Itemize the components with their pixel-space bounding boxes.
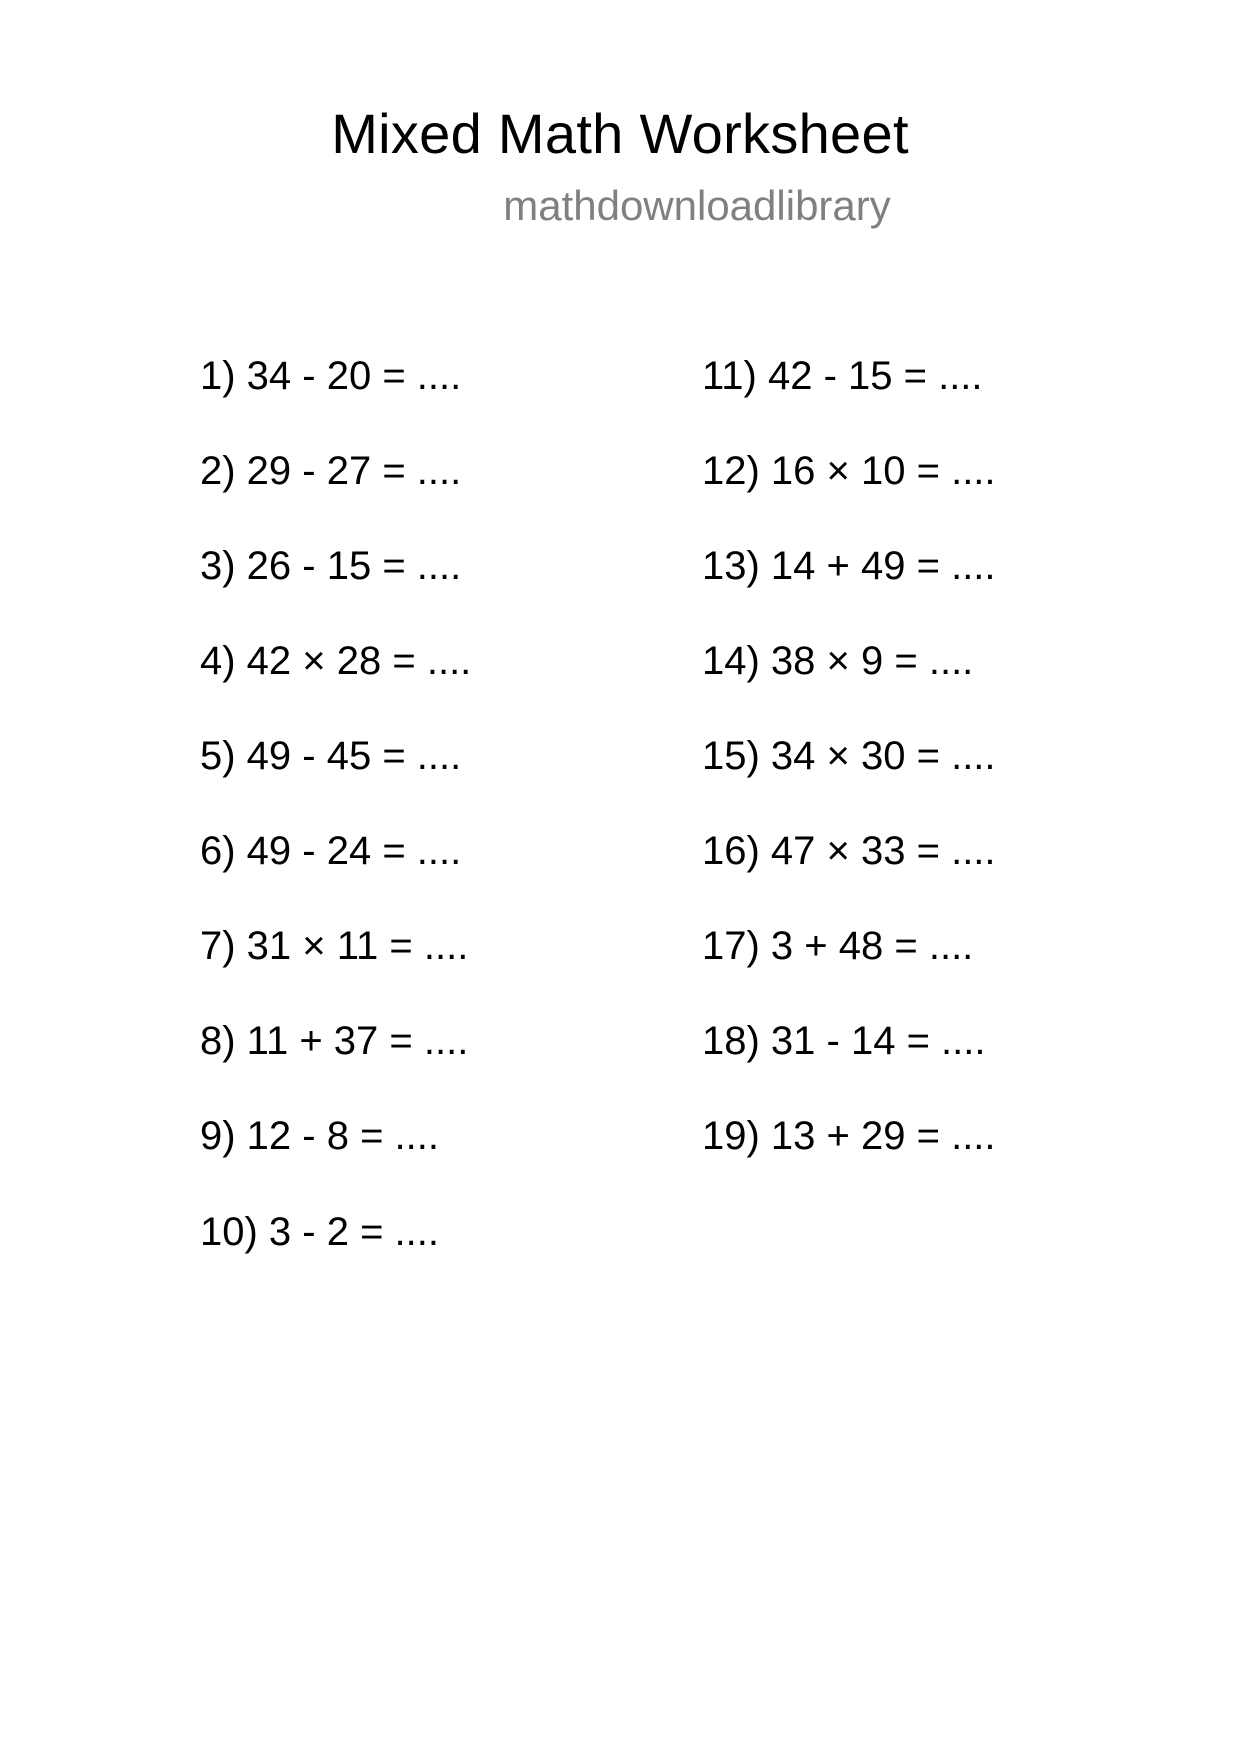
problem-item: 1) 34 - 20 = .... (200, 354, 462, 398)
problem-item: 18) 31 - 14 = .... (702, 1019, 986, 1063)
problem-item: 12) 16 × 10 = .... (702, 449, 996, 493)
problem-item: 16) 47 × 33 = .... (702, 829, 996, 873)
problem-item: 15) 34 × 30 = .... (702, 734, 996, 778)
problem-item: 2) 29 - 27 = .... (200, 449, 462, 493)
problem-item: 13) 14 + 49 = .... (702, 544, 996, 588)
problem-item: 17) 3 + 48 = .... (702, 924, 974, 968)
problem-item: 6) 49 - 24 = .... (200, 829, 462, 873)
problem-item: 8) 11 + 37 = .... (200, 1019, 469, 1063)
problem-item: 3) 26 - 15 = .... (200, 544, 462, 588)
problem-item: 9) 12 - 8 = .... (200, 1114, 440, 1158)
worksheet-title: Mixed Math Worksheet (331, 102, 909, 165)
problem-item: 4) 42 × 28 = .... (200, 639, 472, 683)
problem-item: 19) 13 + 29 = .... (702, 1114, 996, 1158)
problem-item: 5) 49 - 45 = .... (200, 734, 462, 778)
problem-item: 7) 31 × 11 = .... (200, 924, 469, 968)
problem-item: 11) 42 - 15 = .... (702, 354, 983, 398)
problem-item: 10) 3 - 2 = .... (200, 1210, 440, 1254)
problem-item: 14) 38 × 9 = .... (702, 639, 974, 683)
worksheet-subtitle: mathdownloadlibrary (503, 182, 891, 229)
